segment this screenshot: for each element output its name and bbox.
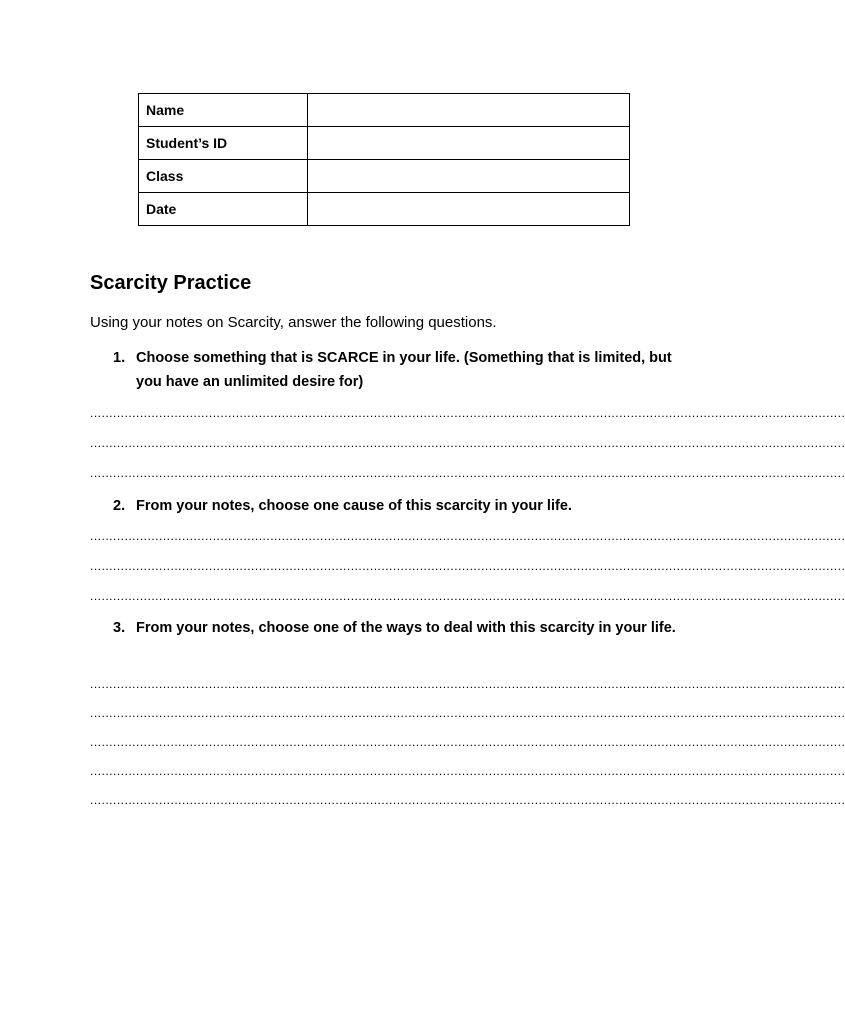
question-3 (113, 616, 683, 640)
answer-line[interactable]: ..................................................................................................................................................................................................... (90, 559, 845, 573)
question-number: 2. (113, 498, 126, 514)
student-id-label: Student’s ID (139, 127, 308, 160)
question-text: Choose something that is SCARCE in your life. (Something that is limited, but you have an unlimited desire for) (136, 350, 672, 390)
info-row-class (139, 160, 630, 193)
answer-line[interactable]: ..................................................................................................................................................................................................... (90, 706, 845, 720)
info-row-date (139, 193, 630, 226)
student-id-field[interactable] (308, 127, 630, 160)
answer-line[interactable]: ..................................................................................................................................................................................................... (90, 466, 845, 480)
question-2 (113, 494, 683, 518)
name-label: Name (139, 94, 308, 127)
worksheet-instructions: Using your notes on Scarcity, answer the following questions. (90, 314, 497, 331)
class-field[interactable] (308, 160, 630, 193)
question-text: From your notes, choose one cause of this scarcity in your life. (136, 498, 572, 514)
student-info-table (138, 93, 630, 226)
question-number: 3. (113, 620, 126, 636)
answer-line[interactable]: ..................................................................................................................................................................................................... (90, 764, 845, 778)
info-row-name (139, 94, 630, 127)
answer-line[interactable]: ..................................................................................................................................................................................................... (90, 436, 845, 450)
date-field[interactable] (308, 193, 630, 226)
answer-line[interactable]: ..................................................................................................................................................................................................... (90, 793, 845, 807)
answer-line[interactable]: ..................................................................................................................................................................................................... (90, 735, 845, 749)
info-row-student-id (139, 127, 630, 160)
answer-line[interactable]: ..................................................................................................................................................................................................... (90, 589, 845, 603)
answer-line[interactable]: ..................................................................................................................................................................................................... (90, 677, 845, 691)
question-number: 1. (113, 350, 126, 366)
class-label: Class (139, 160, 308, 193)
worksheet-title: Scarcity Practice (90, 272, 252, 294)
answer-line[interactable]: ..................................................................................................................................................................................................... (90, 406, 845, 420)
question-text: From your notes, choose one of the ways to deal with this scarcity in your life. (136, 620, 676, 636)
name-field[interactable] (308, 94, 630, 127)
date-label: Date (139, 193, 308, 226)
answer-line[interactable]: ..................................................................................................................................................................................................... (90, 529, 845, 543)
question-1 (113, 346, 683, 394)
